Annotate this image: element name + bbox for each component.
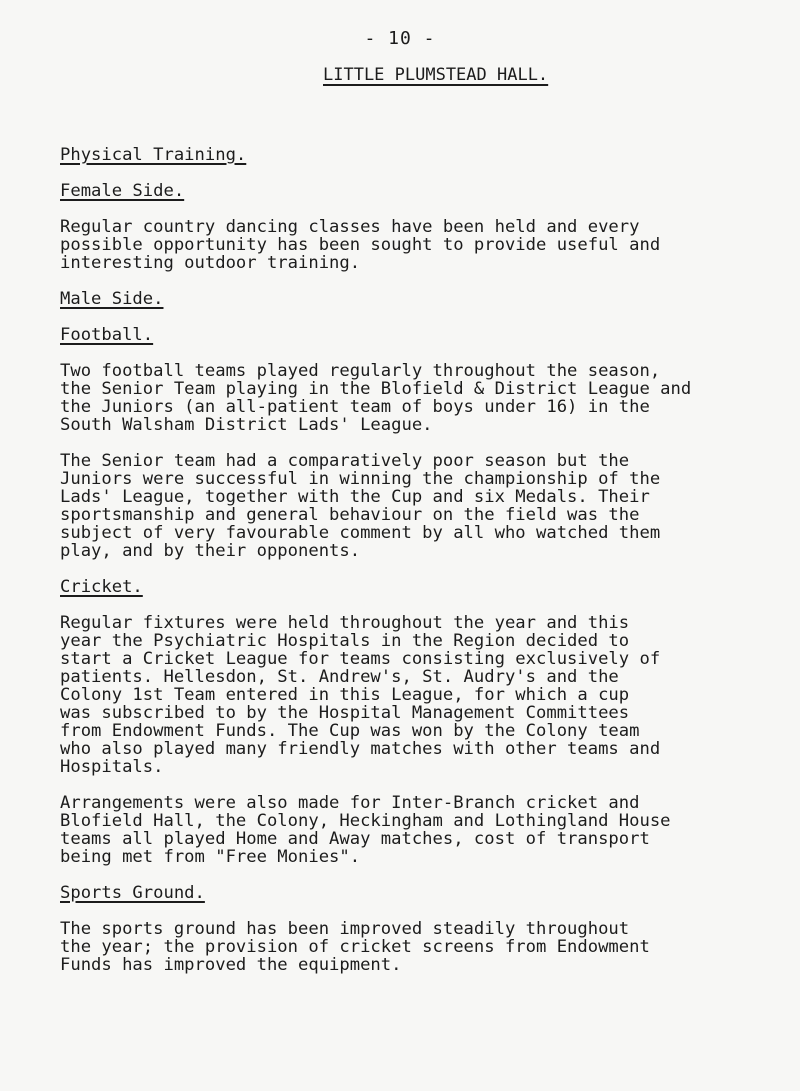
female-side-paragraph: Regular country dancing classes have been held and every possible opportunity has been sought to provide useful and interesting outdoor training. xyxy=(60,217,661,273)
female-side-heading: Female Side. xyxy=(60,181,185,201)
football-heading: Football. xyxy=(60,325,154,345)
cricket-paragraph-1: Regular fixtures were held throughout the year and this year the Psychiatric Hospitals in the Region decided to start a Cricket League for teams consisting exclusively of patients. Hellesdon, St. Andrew's, St. Audry's and the Colony 1st Team entered in this League, for which a cup was subscribed to by the Hospital Management Committees from Endowment Funds. The Cup was won by the Colony team who also played many friendly matches with other teams and Hospitals. xyxy=(60,613,661,777)
running-header: LITTLE PLUMSTEAD HALL. xyxy=(323,65,549,85)
male-side-heading: Male Side. xyxy=(60,289,164,309)
cricket-paragraph-2: Arrangements were also made for Inter-Branch cricket and Blofield Hall, the Colony, Heckingham and Lothingland House teams all played Home and Away matches, cost of transport being met from "Free Monies". xyxy=(60,793,671,867)
cricket-heading: Cricket. xyxy=(60,577,143,597)
section-title: Physical Training. xyxy=(60,145,247,165)
page-number: - 10 - xyxy=(364,28,436,49)
sports-ground-heading: Sports Ground. xyxy=(60,883,205,903)
sports-ground-paragraph: The sports ground has been improved steadily throughout the year; the provision of cricket screens from Endowment Funds has improved the equipment. xyxy=(60,919,650,975)
football-paragraph-1: Two football teams played regularly throughout the season, the Senior Team playing in the Blofield & District League and the Juniors (an all-patient team of boys under 16) in the South Walsham District Lads' League. xyxy=(60,361,692,435)
football-paragraph-2: The Senior team had a comparatively poor season but the Juniors were successful in winning the championship of the Lads' League, together with the Cup and six Medals. Their sportsmanship and general behaviour on the field was the subject of very favourable comment by all who watched them play, and by their opponents. xyxy=(60,451,661,561)
